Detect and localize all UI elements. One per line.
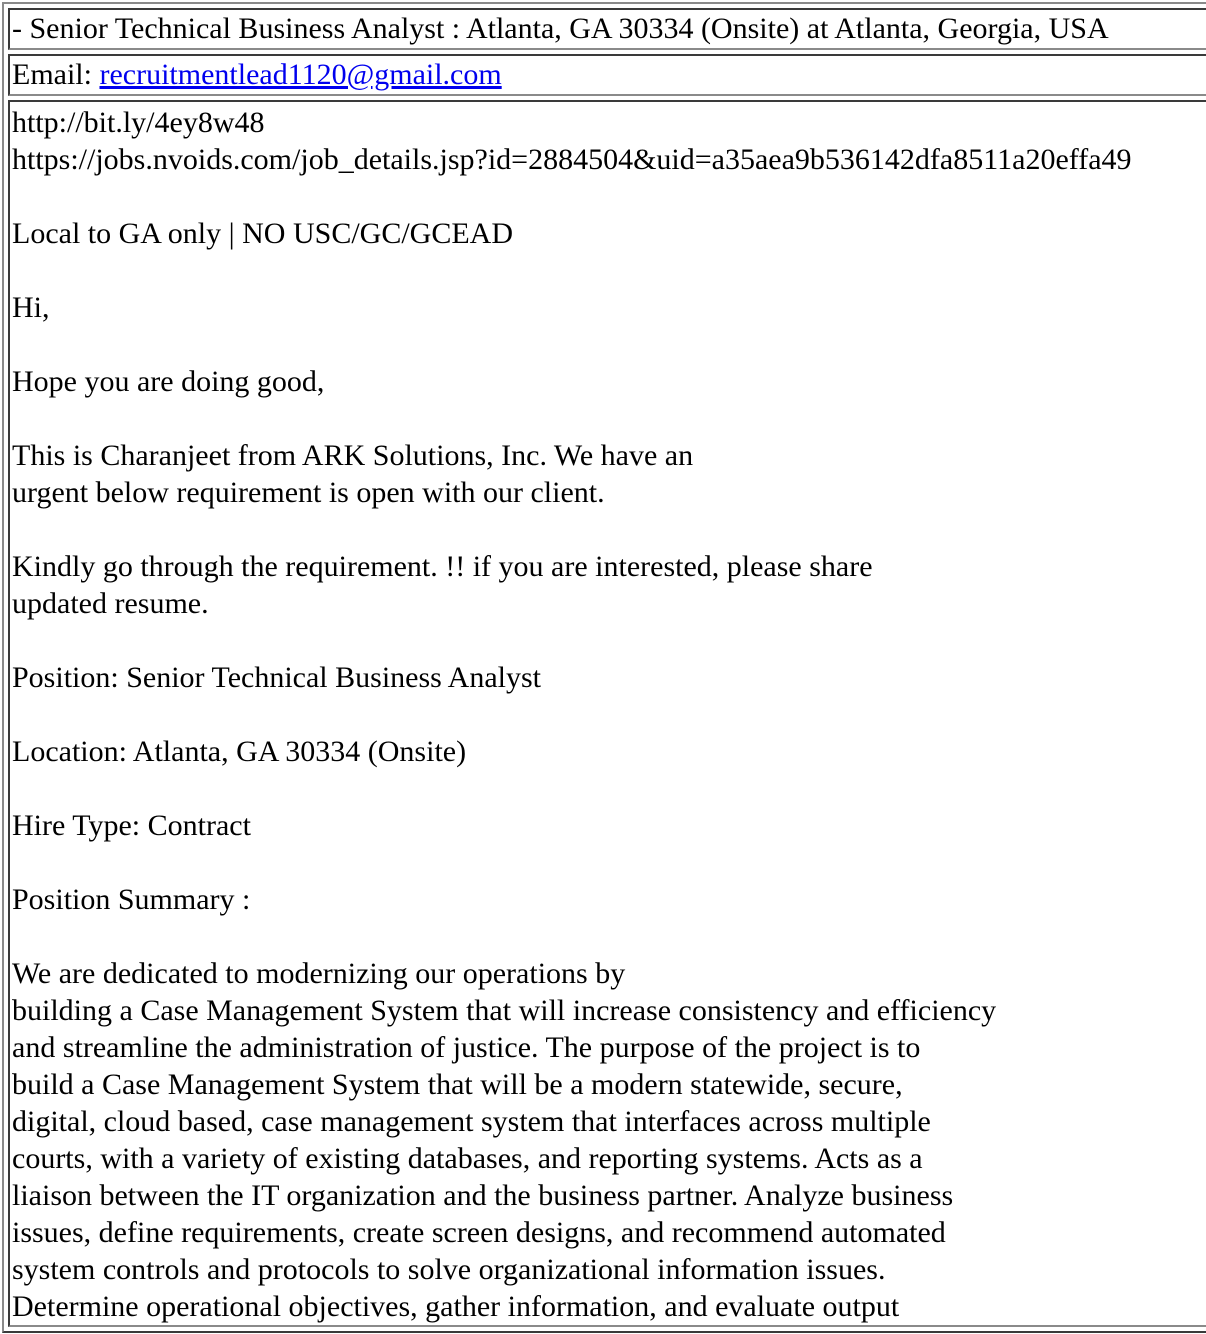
spacer xyxy=(12,622,1206,659)
job-title-cell xyxy=(8,8,1206,50)
job-description-cell xyxy=(8,100,1206,1327)
spacer xyxy=(12,252,1206,289)
spacer xyxy=(12,511,1206,548)
email-link[interactable]: recruitmentlead1120@gmail.com xyxy=(99,58,502,91)
body-row xyxy=(8,100,1206,1327)
summary-line: building a Case Management System that will increase consistency and efficiency xyxy=(12,994,997,1027)
spacer xyxy=(12,770,1206,807)
job-url-text: https://jobs.nvoids.com/job_details.jsp?id=2884504&uid=a35aea9b536142dfa8511a20effa49 xyxy=(12,143,1132,176)
summary-heading: Position Summary : xyxy=(12,883,251,916)
summary-line: and streamline the administration of justice. The purpose of the project is to xyxy=(12,1031,921,1064)
restriction-text: Local to GA only | NO USC/GC/GCEAD xyxy=(12,217,514,250)
request-line: updated resume. xyxy=(12,587,209,620)
spacer xyxy=(12,178,1206,215)
location-text: Location: Atlanta, GA 30334 (Onsite) xyxy=(12,735,467,768)
summary-line: issues, define requirements, create screen designs, and recommend automated xyxy=(12,1216,946,1249)
email-cell xyxy=(8,54,1206,96)
spacer xyxy=(12,326,1206,363)
summary-line: liaison between the IT organization and the business partner. Analyze business xyxy=(12,1179,954,1212)
job-title: - Senior Technical Business Analyst : Atlanta, GA 30334 (Onsite) at Atlanta, Georgia, USA xyxy=(12,12,1109,45)
email-label: Email: xyxy=(12,58,100,91)
summary-line: courts, with a variety of existing databases, and reporting systems. Acts as a xyxy=(12,1142,923,1175)
position-text: Position: Senior Technical Business Analyst xyxy=(12,661,541,694)
title-row xyxy=(8,8,1206,50)
short-url-text: http://bit.ly/4ey8w48 xyxy=(12,106,265,139)
summary-line: build a Case Management System that will be a modern statewide, secure, xyxy=(12,1068,903,1101)
summary-line: digital, cloud based, case management system that interfaces across multiple xyxy=(12,1105,931,1138)
summary-line: Determine operational objectives, gather information, and evaluate output xyxy=(12,1290,900,1323)
email-row xyxy=(8,54,1206,96)
greeting-text: Hi, xyxy=(12,291,50,324)
summary-line: system controls and protocols to solve organizational information issues. xyxy=(12,1253,886,1286)
intro-line: urgent below requirement is open with our client. xyxy=(12,476,605,509)
job-posting-table xyxy=(2,2,1206,1333)
hire-type-text: Hire Type: Contract xyxy=(12,809,251,842)
spacer xyxy=(12,696,1206,733)
spacer xyxy=(12,400,1206,437)
request-line: Kindly go through the requirement. !! if you are interested, please share xyxy=(12,550,873,583)
spacer xyxy=(12,918,1206,955)
wellwish-text: Hope you are doing good, xyxy=(12,365,325,398)
summary-line: We are dedicated to modernizing our operations by xyxy=(12,957,626,990)
spacer xyxy=(12,844,1206,881)
intro-line: This is Charanjeet from ARK Solutions, Inc. We have an xyxy=(12,439,694,472)
